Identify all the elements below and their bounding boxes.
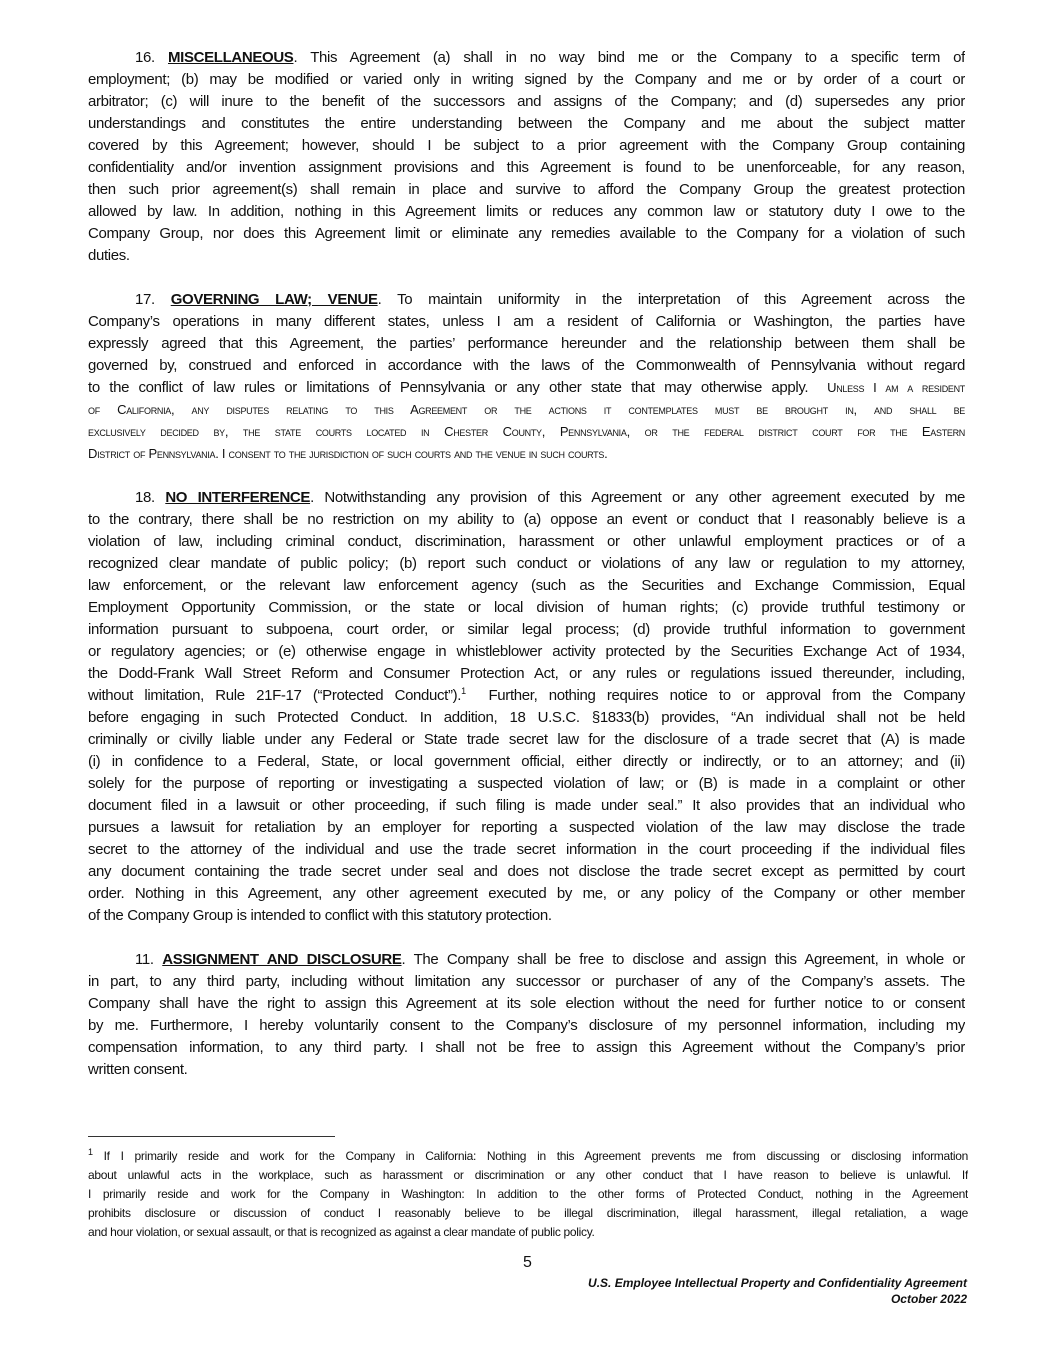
section-line: the Dodd-Frank Wall Street Reform and Consumer Protection Act, or any rules or regulations issued thereunder, including, bbox=[88, 665, 965, 682]
section-line: Employment Opportunity Commission, or the state or local division of human rights; (c) provide truthful testimony or bbox=[88, 599, 965, 616]
section-text: . This Agreement (a) shall in no way bind me or the Company to a specific term of bbox=[293, 49, 965, 66]
section-line: in part, to any third party, including without limitation any successor or purchaser of any of the Company’s assets. The bbox=[88, 973, 965, 990]
section-line: employment; (b) may be modified or varied only in writing signed by the Company and me or by order of a court or bbox=[88, 71, 965, 88]
section-line: criminally or civilly liable under any Federal or State trade secret law for the disclosure of a trade secret that (A) is made bbox=[88, 731, 965, 748]
section-11-assignment-disclosure bbox=[88, 949, 965, 1081]
section-line: Company shall have the right to assign this Agreement at its sole election without the need for further notice to or consent bbox=[88, 995, 965, 1012]
section-18-no-interference bbox=[88, 487, 965, 927]
footnote-reference[interactable]: 1 bbox=[461, 686, 466, 696]
document-footer bbox=[588, 1275, 967, 1307]
section-line: of the Company Group is intended to conflict with this statutory protection. bbox=[88, 907, 552, 924]
section-17-governing-law bbox=[88, 289, 965, 465]
section-line: (i) in confidence to a Federal, State, or local government official, either directly or indirectly, or to an attorney; and (ii) bbox=[88, 753, 965, 770]
section-text: Further, nothing requires notice to or approval from the Company bbox=[465, 687, 965, 704]
section-line bbox=[88, 47, 965, 69]
section-line: duties. bbox=[88, 247, 130, 264]
section-line bbox=[88, 377, 965, 399]
footnote bbox=[88, 1147, 968, 1242]
section-text: to the conflict of law rules or limitations of Pennsylvania or any other state that may otherwise apply. bbox=[88, 379, 809, 396]
section-line: compensation information, to any third party. I shall not be free to assign this Agreement without the Company’s prior bbox=[88, 1039, 965, 1056]
footnote-marker: 1 bbox=[88, 1147, 93, 1157]
section-heading: MISCELLANEOUS bbox=[168, 49, 294, 66]
section-line: to the contrary, there shall be no restriction on my ability to (a) oppose an event or conduct that I reasonably believe is a bbox=[88, 511, 965, 528]
section-line: Company’s operations in many different states, unless I am a resident of California or Washington, the parties have bbox=[88, 313, 965, 330]
section-line: Company Group, nor does this Agreement limit or eliminate any remedies available to the Company for a violation of such bbox=[88, 225, 965, 242]
footnote-line: about unlawful acts in the workplace, such as harassment or discrimination or any other conduct that I have reason to believe is unlawful. If bbox=[88, 1168, 968, 1182]
section-line: violation of law, including criminal conduct, discrimination, harassment or other unlawful employment practices or of a bbox=[88, 533, 965, 550]
section-line: any document containing the trade secret under seal and does not disclose the trade secret except as permitted by court bbox=[88, 863, 965, 880]
section-heading: NO INTERFERENCE bbox=[165, 489, 311, 506]
section-line: understandings and constitutes the entire understanding between the Company and me about the subject matter bbox=[88, 115, 965, 132]
venue-clause-small-caps: Unless I am a resident bbox=[827, 380, 965, 395]
section-text: without limitation, Rule 21F-17 (“Protected Conduct”). bbox=[88, 687, 462, 704]
section-number: 16. bbox=[135, 49, 155, 66]
section-line: information pursuant to subpoena, court order, or similar legal process; (d) provide truthful information to government bbox=[88, 621, 965, 638]
section-line bbox=[88, 289, 965, 311]
footnote-text: If I primarily reside and work for the Company in California: Nothing in this Agreement prevents me from discussing or disclosing information bbox=[103, 1149, 968, 1163]
section-line: before engaging in such Protected Conduct. In addition, 18 U.S.C. §1833(b) provides, “An individual shall not be held bbox=[88, 709, 965, 726]
venue-clause-line: District of Pennsylvania. I consent to the jurisdiction of such courts and the venue in such courts. bbox=[88, 446, 608, 461]
section-line bbox=[88, 949, 965, 971]
venue-clause-line: of California, any disputes relating to this Agreement or the actions it contemplates must be brought in, and shall be bbox=[88, 402, 965, 417]
section-line: allowed by law. In addition, nothing in this Agreement limits or reduces any common law or statutory duty I owe to the bbox=[88, 203, 965, 220]
footnote-line: and hour violation, or sexual assault, or that is recognized as against a clear mandate of public policy. bbox=[88, 1225, 595, 1239]
footnote-line: I primarily reside and work for the Company in Washington: In addition to the other forms of Protected Conduct, nothing in the Agreement bbox=[88, 1187, 968, 1201]
section-line: by me. Furthermore, I hereby voluntarily consent to the Company’s disclosure of my personnel information, including my bbox=[88, 1017, 965, 1034]
section-line: recognized clear mandate of public policy; (b) report such conduct or violations of any law or regulation to my attorney, bbox=[88, 555, 965, 572]
section-line: order. Nothing in this Agreement, any other agreement executed by me, or any policy of the Company or other member bbox=[88, 885, 965, 902]
section-line: solely for the purpose of reporting or investigating a suspected violation of law; or (B) is made in a complaint or other bbox=[88, 775, 965, 792]
venue-clause-line: exclusively decided by, the state courts located in Chester County, Pennsylvania, or the federal district court for the Eastern bbox=[88, 424, 965, 439]
section-heading: GOVERNING LAW; VENUE bbox=[170, 291, 378, 308]
section-line bbox=[88, 487, 965, 509]
section-number: 18. bbox=[135, 489, 155, 506]
section-line: pursues a lawsuit for retaliation by an employer for reporting a suspected violation of the law may disclose the trade bbox=[88, 819, 965, 836]
section-line: then such prior agreement(s) shall remain in place and survive to afford the Company Group the greatest protection bbox=[88, 181, 965, 198]
section-line: written consent. bbox=[88, 1061, 188, 1078]
section-16-miscellaneous bbox=[88, 47, 965, 267]
section-line: confidentiality and/or invention assignment provisions and this Agreement is found to be unenforceable, for any reason, bbox=[88, 159, 965, 176]
footnote-separator bbox=[88, 1136, 335, 1137]
section-text: . The Company shall be free to disclose and assign this Agreement, in whole or bbox=[401, 951, 965, 968]
page-number: 5 bbox=[523, 1254, 532, 1271]
section-text: . To maintain uniformity in the interpretation of this Agreement across the bbox=[377, 291, 965, 308]
footnote-line bbox=[88, 1147, 968, 1166]
section-line: or regulatory agencies; or (e) otherwise engage in whistleblower activity protected by the Securities Exchange Act of 1934, bbox=[88, 643, 965, 660]
section-number: 11. bbox=[135, 951, 154, 968]
section-line: governed by, construed and enforced in accordance with the laws of the Commonwealth of Pennsylvania without regard bbox=[88, 357, 965, 374]
section-line: document filed in a lawsuit or other proceeding, if such filing is made under seal.” It also provides that an individual who bbox=[88, 797, 965, 814]
section-line bbox=[88, 685, 965, 707]
footnote-line: prohibits disclosure or discussion of conduct I reasonably believe to be illegal discrimination, illegal harassment, illegal retaliation, a wage bbox=[88, 1206, 968, 1220]
section-line: secret to the attorney of the individual and use the trade secret information in the court proceeding if the individual files bbox=[88, 841, 965, 858]
section-line: expressly agreed that this Agreement, the parties’ performance hereunder and the relationship between them shall be bbox=[88, 335, 965, 352]
section-line: covered by this Agreement; however, should I be subject to a prior agreement with the Company Group containing bbox=[88, 137, 965, 154]
section-number: 17. bbox=[135, 291, 155, 308]
section-line: arbitrator; (c) will inure to the benefit of the successors and assigns of the Company; and (d) supersedes any prior bbox=[88, 93, 965, 110]
footer-title: U.S. Employee Intellectual Property and Confidentiality Agreement bbox=[588, 1276, 967, 1290]
section-heading: ASSIGNMENT AND DISCLOSURE bbox=[162, 951, 402, 968]
section-text: . Notwithstanding any provision of this Agreement or any other agreement executed by me bbox=[310, 489, 965, 506]
footer-date: October 2022 bbox=[890, 1292, 967, 1306]
section-line: law enforcement, or the relevant law enforcement agency (such as the Securities and Exchange Commission, Equal bbox=[88, 577, 965, 594]
